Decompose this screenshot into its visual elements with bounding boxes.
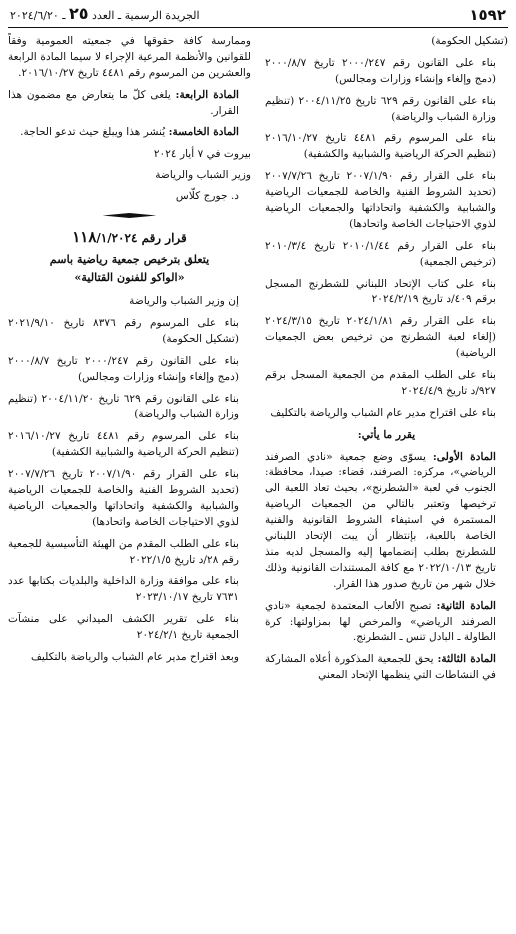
columns <box>8 34 508 690</box>
clause-item: بناء على القانون رقم ٢٠٠٠/٢٤٧ تاريخ ٢٠٠٠/٨/٧ (دمج وإلغاء وإنشاء وزارات ومجالس) <box>265 56 496 85</box>
clause-item: بناء على المرسوم رقم ٤٤٨١ تاريخ ٢٠١٦/١٠/٢٧ (تنظيم الحركة الرياضية والشبابية الكشفية) <box>8 430 239 459</box>
clause-item: بناء على موافقة وزارة الداخلية والبلديات بكتابها عدد ٧٦٣١ تاريخ ٢٠٢٣/١٠/١٧ <box>8 575 239 604</box>
article-4 <box>8 88 251 120</box>
article-text: يُنشر هذا ويبلغ حيث تدعو الحاجة. <box>20 126 166 139</box>
clause-item: بناء على القرار رقم ٢٠٢٤/١/٨١ تاريخ ٢٠٢٤/٣/١٥ (إلغاء لعبة الشطرنج من ترخيص بعض الجمعيات الرياضية) <box>265 315 496 360</box>
decision-number: ١١٨ <box>72 228 97 247</box>
clause-item: بناء على كتاب الإتحاد اللبناني للشطرنج المسجل برقم ٤٠٩/د تاريخ ٢٠٢٤/٢/١٩ <box>265 277 496 306</box>
decreed-line: يقرر ما يأتي: <box>357 428 416 441</box>
minister-line: إن وزير الشباب والرياضة <box>129 295 239 308</box>
decision-suffix: /١/٢٠٢٤ <box>96 231 138 246</box>
decision-prefix: قرار رقم <box>141 231 187 246</box>
article-label: المادة الخامسة: <box>168 126 239 139</box>
continued-text: وممارسة كافة حقوقها في جمعيته العمومية وفقاً للقوانين والأنظمة المرعية الإجراء لا سيما المادة الرابعة والعشرين من المرسوم رقم ٤٤٨١ تاريخ ٢٠١٦/١٠/٢٧. <box>8 35 251 79</box>
clause-item: بناء على القرار رقم ٢٠٠٧/١/٩٠ تاريخ ٢٠٠٧/٧/٢٦ (تحديد الشروط الفنية والخاصة للجمعيات الرياضية والشبابية والكشفية واتحاداتها والجمعيات الرياضية لذوي الاحتياجات الخاصة واتحادها) <box>8 468 239 528</box>
page-number: ١٥٩٢ <box>469 5 506 24</box>
issue-number: ٢٥ <box>69 4 89 23</box>
article-text: يسوّى وضع جمعية «نادي الصرفند الرياضي»، مركزه: الصرفند، قضاء: صيدا، محافظة: الجنوب في لعبة «الشطرنج»، بحيث تعاد اللعبة الى ترخيصها وتعتبر بالتالي من الجمعيات الرياضية المستمرة في استيفاء الشروط القانونية والفنية الخاصة باللعبة، بإنتظار أن يبت الإتحاد اللبناني للشطرنج بطلب إنضمامها إليه والمسجل لديه منذ تاريخ ٢٠٢٢/١٠/١٣ مع كافة المستندات القانونية وذلك خلال شهر من تاريخ صدور هذا القرار. <box>265 450 496 590</box>
clause-item: بناء على القرار رقم ٢٠١٠/١/٤٤ تاريخ ٢٠١٠/٣/٤ (ترخيص الجمعية) <box>265 239 496 268</box>
signature-title: وزير الشباب والرياضة <box>155 169 251 182</box>
article-text: تصبح الألعاب المعتمدة لجمعية «نادي الصرفند الرياضي» والمرخص لها بمزاولتها: كرة الطاولة ـ البادل تنس ـ الشطرنج. <box>265 599 496 644</box>
clause-item: بناء على القانون رقم ٦٢٩ تاريخ ٢٠٠٤/١١/٢٠ (تنظيم وزارة الشباب والرياضة) <box>8 392 239 421</box>
clause-item: بناء على القانون رقم ٢٠٠٠/٢٤٧ تاريخ ٢٠٠٠/٨/٧ (دمج وإلغاء وإنشاء وزارات ومجالس) <box>8 354 239 383</box>
article-2 <box>265 599 508 647</box>
section-divider <box>103 213 157 218</box>
article-label: المادة الثالثة: <box>437 653 497 666</box>
signature-name: د. جورج كلّاس <box>175 190 239 203</box>
article-5 <box>8 125 251 141</box>
article-label: المادة الرابعة: <box>175 88 239 101</box>
clause-item: بناء على اقتراح مدير عام الشباب والرياضة بالتكليف <box>270 406 496 419</box>
decision-association-name: «الواكو للفنون القتالية» <box>74 270 185 285</box>
clause-item: بناء على القانون رقم ٦٢٩ تاريخ ٢٠٠٤/١١/٢٥ (تنظيم وزارة الشباب والرياضة) <box>265 94 496 123</box>
decision-heading <box>8 226 251 249</box>
clause-item: بناء على تقرير الكشف الميداني على منشآت الجمعية تاريخ ٢٠٢٤/٢/١ <box>8 613 239 642</box>
issue-date: ـ ٢٠٢٤/٦/٢٠ <box>10 9 66 22</box>
right-column <box>265 34 508 690</box>
gazette-header-title <box>10 2 200 26</box>
clause-item: بناء على المرسوم رقم ٤٤٨١ تاريخ ٢٠١٦/١٠/٢٧ (تنظيم الحركة الرياضية والشبابية والكشفية) <box>265 132 496 161</box>
clause-item: بناء على الطلب المقدم من الهيئة التأسيسية للجمعية رقم ٢٨/د تاريخ ٢٠٢٢/١/٥ <box>8 537 239 566</box>
article-label: المادة الأولى: <box>432 450 496 463</box>
clause-item: وبعد اقتراح مدير عام الشباب والرياضة بالتكليف <box>30 651 239 664</box>
clause-item: بناء على القرار رقم ٢٠٠٧/١/٩٠ تاريخ ٢٠٠٧/٧/٢٦ (تحديد الشروط الفنية والخاصة للجمعيات الرياضية والشبابية والكشفية واتحاداتها والجمعيات الرياضية لذوي الاحتياجات الخاصة واتحادها) <box>265 170 496 230</box>
article-3 <box>265 652 508 684</box>
clause-item: بناء على المرسوم رقم ٨٣٧٦ تاريخ ٢٠٢١/٩/١٠ (تشكيل الحكومة) <box>8 317 239 345</box>
left-column <box>8 34 251 690</box>
clause-item: بناء على الطلب المقدم من الجمعية المسجل برقم ٩٢٧/د تاريخ ٢٠٢٤/٤/٩ <box>265 369 496 397</box>
page-header <box>8 6 508 28</box>
decision-subject: يتعلق بترخيص جمعية رياضية باسم <box>49 251 210 266</box>
signature-block <box>8 147 251 205</box>
clause-item: (تشكيل الحكومة) <box>431 35 508 47</box>
signature-date: بيروت في ٧ أيار ٢٠٢٤ <box>153 148 251 161</box>
article-1 <box>265 450 508 593</box>
article-text: يحق للجمعية المذكورة أعلاه المشاركة في النشاطات التي ينظمها الإتحاد المعني <box>265 653 496 682</box>
article-text: يلغى كلّ ما يتعارض مع مضمون هذا القرار. <box>8 88 239 117</box>
article-label: المادة الثانية: <box>436 599 496 612</box>
gazette-title: الجريدة الرسمية ـ العدد <box>92 9 200 22</box>
